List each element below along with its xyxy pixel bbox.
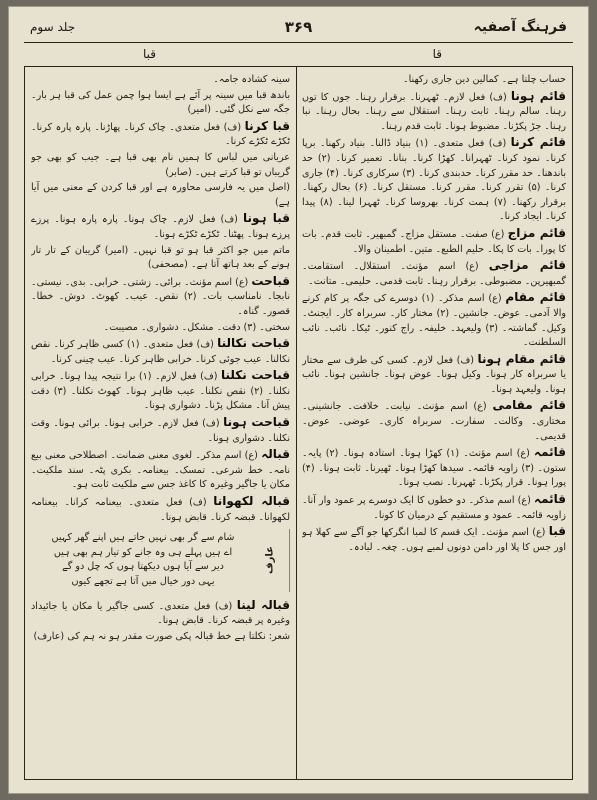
dictionary-entry [302,524,566,555]
page-header [24,16,573,43]
entry-headword: قائم ہونا [510,88,566,103]
dictionary-entry [31,151,290,180]
entry-headword: قبالہ [261,447,290,462]
dictionary-entry [31,321,290,336]
entry-definition: (ع) اسم مذکر۔ (۱) دوسرے کی جگہ پر کام کرنے والا آدمی۔ عوض۔ جانشین۔ (۲) مختار کار۔ سربراہ کار۔ ایجنٹ۔ وکیل۔ گماشتہ۔ (۳) ولیعہد۔ خلیفہ۔ راج کنور۔ ٹیکا۔ نائب۔ نائب السلطنت۔ [302,293,566,349]
dictionary-entry [31,447,290,493]
entry-definition: (ع) اسم مذکر۔ لغوی معنی ضمانت۔ اصطلاحی معنی بیع نامہ۔ خط شرعی۔ تمسک۔ بیعنامہ۔ بکری پٹہ۔ سند ملکیت۔ مکان یا جاگیر وغیرہ کا کاغذ جس سے ملکیت ثابت ہو۔ [31,450,290,491]
entry-definition: حساب چلتا ہے۔ کمالین دین جاری رکھنا۔ [403,74,566,85]
entry-definition: سختی۔ (۳) دقت۔ مشکل۔ دشواری۔ مصیبت۔ [103,321,290,333]
entry-definition: (اصل میں یہ فارسی محاورہ ہے اور قبا کردن کے معنی میں آیا ہے) [31,182,290,208]
dictionary-entry [31,211,290,242]
entry-headword: قائم مزاجی [488,258,566,273]
entry-definition: باندھ قبا میں سینہ پر آئے ہے ایسا ہوا چمن عمل کی قبا ہر بار۔ جگہ سے نکل گئی۔ (امیر) [31,89,290,116]
entry-definition: ماتم میں جو اکثر قبا ہو تو قبا نہیں۔ (امیر) گریبان کے تار تار ہونے کے بعد ہاتھ آتا ہے۔ (مصحفی) [31,244,290,271]
dictionary-entry [31,89,290,118]
entry-headword: قباحت نکلنا [221,368,290,383]
entry-headword: قباحت نکالنا [217,336,290,351]
entry-headword: قائمہ [534,445,566,460]
entry-headword: قائمہ [534,492,566,507]
entry-definition: (ف) فعل متعدی۔ (۱) بنیاد ڈالنا۔ بنیاد رکھنا۔ برپا کرنا۔ نمود کرنا۔ ٹھہرانا۔ کھڑا کرنا۔ بنانا۔ تعمیر کرنا۔ (۲) حد باندھنا۔ حد مقرر کرنا۔ حدبندی کرنا۔ (۳) سرکاری کرنا۔ (۴) جاری کرنا۔ (۵) تقرر کرنا۔ مقرر کرنا۔ مستقل کرنا۔ (۶) بحال رکھنا۔ برقرار رکھنا۔ (۷) ہمت کرنا۔ بھروسا کرنا۔ ٹھہرا لینا۔ (۸) پیدا کرنا۔ ایجاد کرنا۔ [302,138,566,223]
entry-headword: قائم مقامی [492,398,566,413]
entry-definition: (ف) فعل لازم۔ (۱) برا نتیجہ پیدا ہونا۔ خرابی نکلنا۔ (۲) نقص نکلنا۔ عیب ظاہر ہونا۔ کھوٹ نکلنا۔ (۳) دقت پیش آنا۔ مشکل پڑنا۔ دشواری ہونا۔ [31,371,290,412]
poem-line: یہی دور خیال میں آتا ہے تجھے کیوں [71,576,215,587]
dictionary-entry [302,492,566,523]
left-column-bottom-entries [31,598,290,645]
entry-definition: عریانی میں لباس کا ہمیں نام بھی قبا ہے۔ جیب کو بھی جو گریباں تو قبا کرتے ہیں۔ (صابر) [31,151,290,178]
dictionary-entry [302,352,566,398]
right-column-heading: قا [432,47,442,61]
entry-definition: (ع) صفت۔ مستقل مزاج۔ گمبھیر۔ ثابت قدم۔ بات کا پورا۔ بات کا پکا۔ حلیم الطبع۔ متین۔ اطمینان والا۔ [302,228,566,255]
entry-definition: (ف) فعل متعدی۔ بیعنامہ کرانا۔ بیعنامہ لکھوانا۔ قبضہ کرنا۔ قابض ہونا۔ [31,497,290,523]
dictionary-entry [302,258,566,289]
dictionary-entry [31,415,290,446]
poem-line: شام سے گر بھی نہیں جاتے ہیں اپنے گھر کہیں [51,532,235,544]
entry-headword: قبا کرنا [244,118,290,133]
entry-definition: (ف) فعل لازم۔ کسی کی طرف سے مختار یا سربراہ کار ہونا۔ وکیل ہونا۔ عوض ہونا۔ جانشین ہونا۔ نائب ہونا۔ ولیعہد ہونا۔ [302,354,566,395]
dictionary-entry [302,445,566,491]
dictionary-entry [302,135,566,225]
dictionary-title: فرہنگ آصفیہ [473,19,567,35]
poem-author: عارف [264,546,276,575]
entry-definition: (ف) فعل متعدی۔ چاک کرنا۔ پھاڑنا۔ پارہ پارہ کرنا۔ ٹکڑے ٹکڑے کرنا۔ [31,121,290,148]
poem-block [31,529,290,591]
entry-definition: (ف) فعل متعدی۔ (۱) کسی ظاہر کرنا۔ نقص نکالنا۔ عیب جوئی کرنا۔ خرابی ظاہر کرنا۔ عیب چینی کرنا۔ [31,339,290,365]
left-column-heading: قبا [143,47,157,61]
entry-headword: قائم مزاج [507,225,566,240]
dictionary-entry [31,244,290,273]
dictionary-entry [31,494,290,525]
entry-definition: (ع) اسم مؤنث۔ ایک قسم کا لمبا انگرکھا جو آگے سے کھلا ہو اور جس کا پلا اور دامن دونوں لمبے ہوں۔ چغہ۔ لبادہ۔ [302,527,566,553]
page-number: ۳۶۹ [284,18,313,36]
entry-definition: (ع) اسم مذکر۔ دو خطوں کا ایک دوسرے پر عمود وار آنا۔ زاویہ قائمہ۔ عمود و مستقیم کے درمیان کا کونا۔ [302,495,566,521]
entry-definition: (ع) اسم مؤنث۔ برائی۔ زشتی۔ خرابی۔ بدی۔ نیستی۔ نابجا۔ نامناسب بات۔ (۲) نقص۔ عیب۔ کھوٹ۔ دوش۔ خطا۔ قصور۔ گناہ۔ [31,276,290,317]
entry-headword: قائم کرنا [510,135,566,150]
right-column [302,73,566,773]
entry-headword: قائم مقام ہونا [477,351,566,366]
entry-definition: (ف) فعل لازم۔ ٹھہرنا۔ برقرار رہنا۔ جوں کا توں رہنا۔ سالم رہنا۔ ثابت رہنا۔ استقلال سے رہنا۔ بحال رہنا۔ نبا رہنا۔ جڑ پکڑنا۔ مضبوط ہونا۔ ثابت قدم رہنا۔ [302,91,566,132]
two-column-frame [24,47,573,780]
entry-headword: قائم مقام [505,290,566,305]
left-column [31,73,290,773]
dictionary-entry [31,630,290,645]
entry-definition: (ف) فعل لازم۔ خرابی ہونا۔ برائی ہونا۔ وقت نکلنا۔ دشواری ہونا۔ [31,418,290,444]
dictionary-entry [302,290,566,350]
entry-definition: (ع) اسم مؤنث۔ (۱) کھڑا ہونا۔ استادہ ہونا۔ (۲) پایہ۔ ستون۔ (۳) زاویہ قائمہ۔ سیدھا کھڑا ہونا۔ ٹھیرنا۔ ثابت ہونا۔ (۴) پورا ہونا۔ قرار پکڑنا۔ ٹھہرنا۔ نصب ہونا۔ [302,448,566,489]
dictionary-entry [31,119,290,150]
dictionary-entry [302,398,566,444]
entry-headword: قباحت ہونا [223,415,290,430]
dictionary-entry [31,274,290,320]
dictionary-entry [302,226,566,257]
entry-headword: قبالہ لینا [236,597,290,612]
entry-headword: قبا ہونا [242,211,290,226]
poem-line: دیر سے آیا ہوں دیکھتا ہوں کہ چل دو گے [62,561,224,573]
dictionary-entry [31,181,290,210]
dictionary-entry [31,336,290,367]
entry-definition: (ف) فعل متعدی۔ کسی جاگیر یا مکان یا جائیداد وغیرہ پر قبضہ کرنا۔ قابض ہونا۔ [31,600,290,627]
entry-definition: (ع) اسم مؤنث۔ نیابت۔ خلافت۔ جانشینی۔ مختاری۔ وکالت۔ سفارت۔ سربراہ کاری۔ عوضی۔ عوض۔ قدیمی۔ [302,401,566,442]
entry-headword: قباحت [251,273,290,288]
dictionary-entry [31,598,290,629]
dictionary-entry [302,73,566,88]
entry-definition: (ف) فعل لازم۔ چاک ہونا۔ پارہ پارہ ہونا۔ پرزے پرزے ہونا۔ پھٹنا۔ ٹکڑے ٹکڑے ہونا۔ [31,214,290,240]
left-column-top-line: سینہ کشادہ جامہ۔ [213,74,290,85]
column-divider [296,67,297,779]
left-column-entries [31,89,290,526]
dictionary-entry [302,89,566,135]
entry-headword: قبالہ لکھوانا [213,494,290,509]
volume-label: جلد سوم [30,20,76,34]
poem-line: اے ہیں پہلے ہی وہ جانے کو تیار ہم بھی ہیں [53,546,233,558]
dictionary-entry [31,368,290,414]
entry-headword: قبا [548,524,566,539]
entry-definition: (ع) اسم مؤنث۔ استقلال۔ استقامت۔ گمبھیرپن۔ مضبوطی۔ برقرار رہنا۔ ثابت قدمی۔ حلیمی۔ متانت۔ [302,261,566,287]
dictionary-page [8,6,589,794]
entry-definition: شعر: نکلتا ہے خط قبالہ پکی صورت مقدر ہو نہ ہم کی (عارف) [33,630,290,642]
